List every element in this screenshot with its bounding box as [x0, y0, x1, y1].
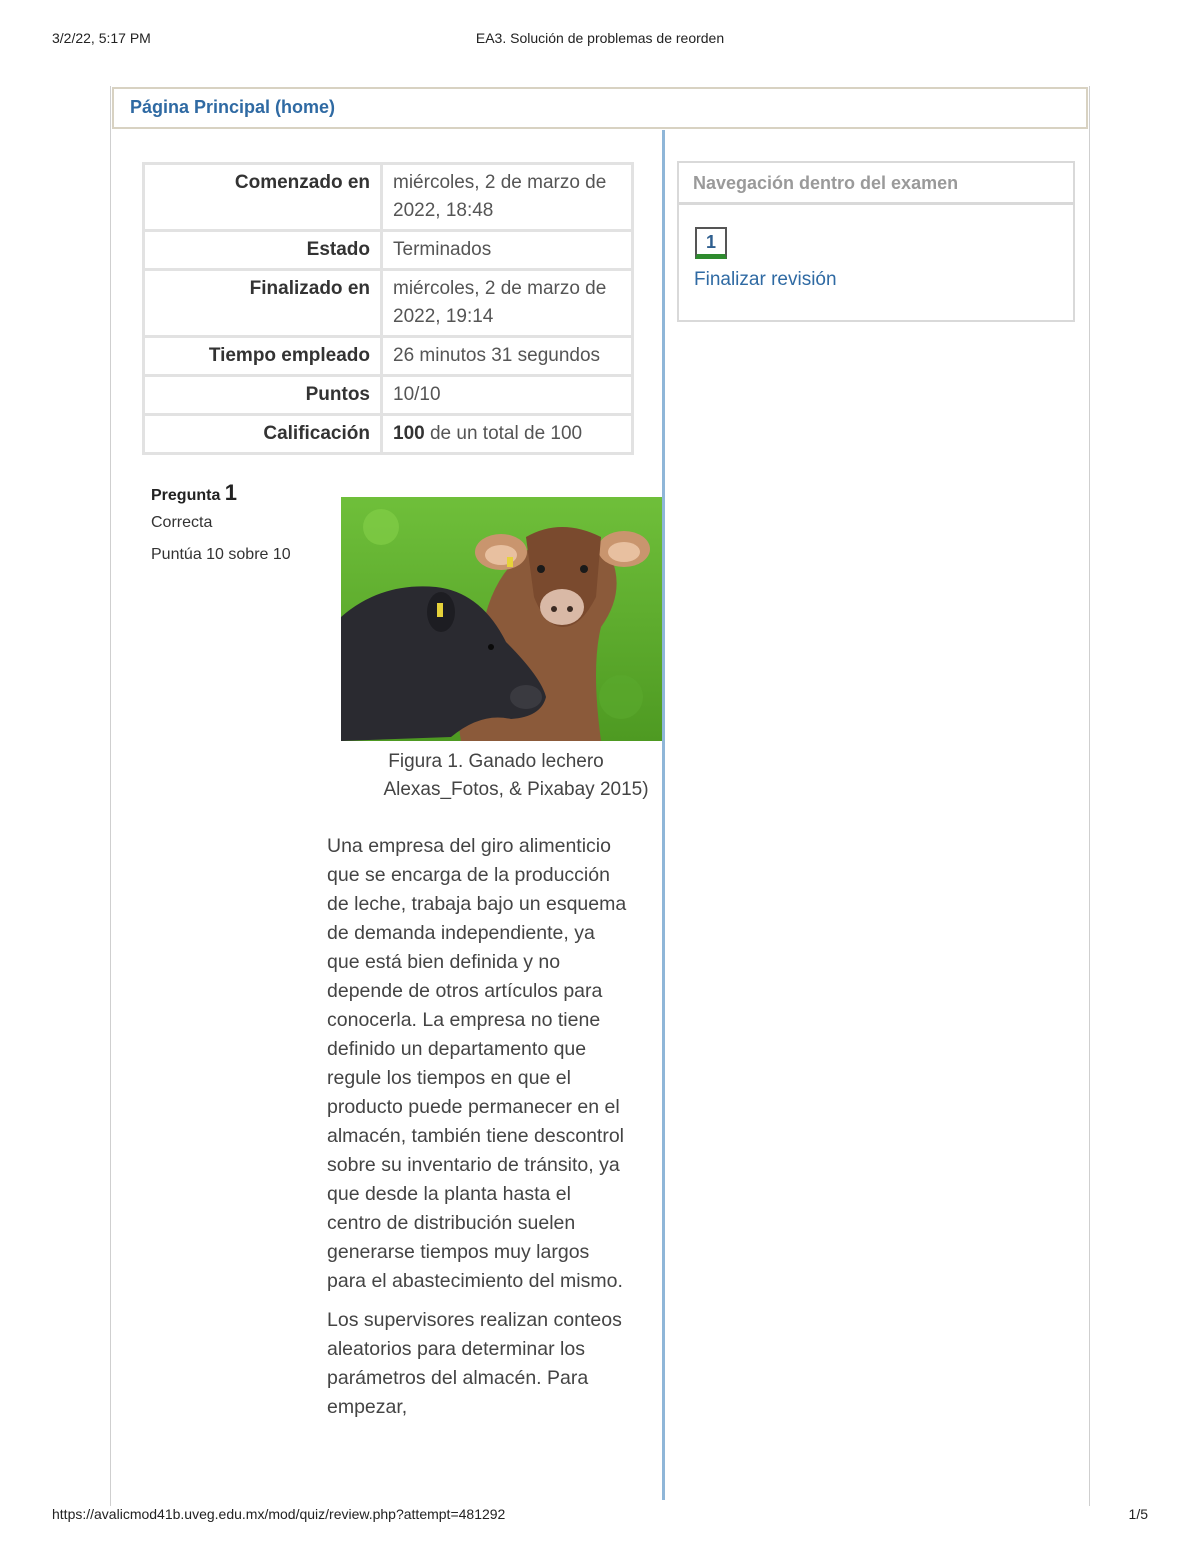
- quiz-navigation-block: [677, 161, 1075, 322]
- print-url: https://avalicmod41b.uveg.edu.mx/mod/quiz/review.php?attempt=481292: [52, 1506, 506, 1522]
- summary-label-started: Comenzado en: [144, 164, 382, 231]
- question-number: 1: [224, 480, 238, 505]
- print-datetime: 3/2/22, 5:17 PM: [52, 30, 151, 46]
- summary-row-time: [144, 337, 633, 376]
- caption-line-2: Alexas_Fotos, & Pixabay 2015): [383, 779, 649, 800]
- print-title: EA3. Solución de problemas de reorden: [475, 30, 725, 46]
- question-state: Correcta: [151, 514, 213, 531]
- summary-value-time: 26 minutos 31 segundos: [382, 337, 633, 376]
- question-text: [327, 832, 627, 1432]
- dairy-cattle-image: [341, 497, 662, 741]
- breadcrumb: [112, 87, 1088, 129]
- attempt-summary-table: [142, 162, 634, 455]
- summary-value-grade: [382, 415, 633, 454]
- summary-row-state: [144, 231, 633, 270]
- summary-label-grade: Calificación: [144, 415, 382, 454]
- summary-row-points: [144, 376, 633, 415]
- question-label: Pregunta: [151, 487, 221, 504]
- summary-row-grade: [144, 415, 633, 454]
- summary-value-points: 10/10: [382, 376, 633, 415]
- grade-score: 100: [393, 423, 425, 444]
- quiz-navigation-title: Navegación dentro del examen: [679, 163, 1073, 205]
- home-link[interactable]: Página Principal (home): [130, 97, 336, 117]
- caption-line-1: Figura 1. Ganado lechero: [388, 751, 604, 772]
- figure-caption: [330, 748, 662, 804]
- question-info: [151, 480, 291, 564]
- question-paragraph-1: Una empresa del giro alimenticio que se encarga de la producción de leche, trabaja bajo un esquema de demanda independiente, ya que está bien definida y no depende de otros artículos para conocerla. La empresa no tiene definido un departamento que regule los tiempos en que el producto puede permanecer en el almacén, también tiene descontrol sobre su inventario de tránsito, ya que desde la planta hasta el centro de distribución suelen generarse tiempos muy largos para el abastecimiento del mismo.: [327, 835, 627, 1292]
- question-grade: Puntúa 10 sobre 10: [151, 546, 291, 563]
- summary-value-started: miércoles, 2 de marzo de 2022, 18:48: [382, 164, 633, 231]
- question-paragraph-2: Los supervisores realizan conteos aleatorios para determinar los parámetros del almacén. Para empezar,: [327, 1309, 622, 1418]
- finish-review-link[interactable]: Finalizar revisión: [694, 269, 837, 290]
- cow-illustration: [341, 497, 662, 741]
- question-nav-button-1[interactable]: 1: [695, 227, 727, 259]
- column-divider: [662, 130, 665, 1500]
- summary-label-points: Puntos: [144, 376, 382, 415]
- grade-total: de un total de 100: [429, 423, 583, 444]
- summary-row-started: [144, 164, 633, 231]
- summary-label-time: Tiempo empleado: [144, 337, 382, 376]
- figure-caption-clip: [330, 748, 662, 808]
- summary-label-state: Estado: [144, 231, 382, 270]
- summary-label-finished: Finalizado en: [144, 270, 382, 337]
- summary-value-finished: miércoles, 2 de marzo de 2022, 19:14: [382, 270, 633, 337]
- summary-row-finished: [144, 270, 633, 337]
- summary-value-state: Terminados: [382, 231, 633, 270]
- print-page-number: 1/5: [1128, 1506, 1148, 1522]
